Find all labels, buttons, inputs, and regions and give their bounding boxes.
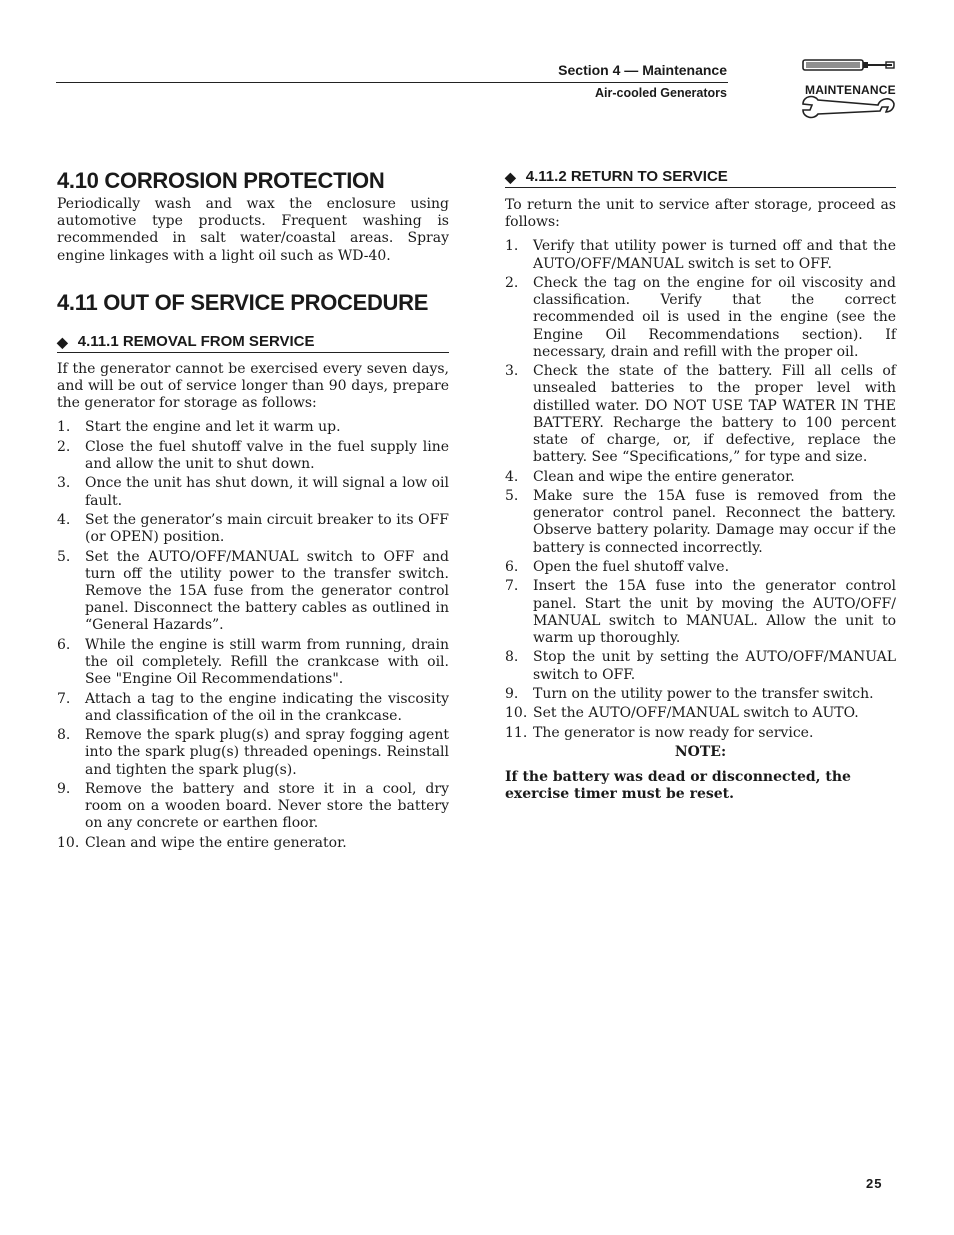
header-rule — [56, 82, 728, 83]
note-body: If the battery was dead or disconnected, the exercise timer must be reset. — [505, 769, 851, 803]
list-item: 1. Verify that utility power is turned off and that the AUTO/OFF/MANUAL switch is set to OFF. — [505, 238, 896, 272]
section-4-11-title: 4.11 OUT OF SERVICE PROCEDURE — [57, 289, 429, 315]
section-4-11-1-title: 4.11.1 REMOVAL FROM SERVICE — [77, 332, 315, 350]
page-number: 25 — [866, 1176, 883, 1191]
list-item: 7. Insert the 15A fuse into the generator control panel. Start the unit by moving the AUTO/OFF/ MANUAL switch to MANUAL. Allow the unit to warm up thoroughly. — [505, 578, 896, 646]
list-item: 8. Remove the spark plug(s) and spray fogging agent into the spark plug(s) threaded openings. Reinstall and tighten the spark plug(s). — [57, 727, 449, 778]
list-item: 3. Once the unit has shut down, it will signal a low oil fault. — [57, 475, 449, 509]
section-4-11-2-heading — [505, 168, 896, 188]
diamond-bullet-icon: ◆ — [505, 169, 516, 185]
list-item: 4. Clean and wipe the entire generator. — [505, 468, 795, 485]
section-4-11-2-title: 4.11.2 RETURN TO SERVICE — [525, 168, 728, 185]
return-steps-list — [505, 238, 896, 742]
removal-steps-list — [57, 419, 449, 852]
corrosion-protection-body: Periodically wash and wax the enclosure using automotive type products. Frequent washing is recommended in salt water/coastal areas. Spray engine linkages with a light oil such as WD-40. — [57, 196, 449, 264]
list-item: 6. Open the fuel shutoff valve. — [505, 559, 730, 575]
header-section-title: Section 4 — Maintenance — [558, 62, 727, 78]
screwdriver-icon — [803, 60, 894, 70]
list-item: 9. Remove the battery and store it in a cool, dry room on a wooden board. Never store the battery on any concrete or earthen floor. — [57, 780, 449, 832]
removal-intro: If the generator cannot be exercised every seven days, and will be out of service longer than 90 days, prepare the generator for storage as follows: — [57, 360, 449, 412]
list-item: 9. Turn on the utility power to the transfer switch. — [505, 685, 874, 702]
left-column — [57, 168, 449, 854]
right-column — [505, 168, 896, 804]
list-item: 6. While the engine is still warm from running, drain the oil completely. Refill the crankcase with oil. See "Engine Oil Recommendations". — [57, 636, 449, 688]
list-item: 2. Close the fuel shutoff valve in the fuel supply line and allow the unit to shut down. — [57, 438, 449, 473]
list-item: 5. Make sure the 15A fuse is removed from the generator control panel. Reconnect the battery. Observe battery polarity. Damage may occur if the battery is connected incorrectly. — [505, 488, 896, 556]
header-subtitle: Air-cooled Generators — [595, 86, 727, 100]
section-4-10-title: 4.10 CORROSION PROTECTION — [57, 168, 385, 193]
list-item: 1. Start the engine and let it warm up. — [57, 419, 341, 436]
list-item: 10. Set the AUTO/OFF/MANUAL switch to AUTO. — [505, 705, 859, 722]
list-item: 5. Set the AUTO/OFF/MANUAL switch to OFF and turn off the utility power to the transfer switch. Remove the 15A fuse from the generator control panel. Disconnect the battery cables as outlined in “General Hazards”. — [57, 548, 449, 634]
list-item: 7. Attach a tag to the engine indicating the viscosity and classification of the oil in the crankcase. — [57, 690, 449, 724]
note-label: NOTE: — [674, 744, 727, 761]
diamond-bullet-icon: ◆ — [57, 333, 68, 350]
list-item: 8. Stop the unit by setting the AUTO/OFF/MANUAL switch to OFF. — [505, 649, 896, 683]
section-4-11-1-heading — [57, 333, 449, 353]
list-item: 4. Set the generator’s main circuit breaker to its OFF (or OPEN) position. — [57, 512, 449, 546]
list-item: 11. The generator is now ready for service. — [505, 724, 814, 741]
return-intro: To return the unit to service after storage, proceed as follows: — [505, 197, 896, 231]
wrench-icon — [803, 97, 894, 118]
list-item: 10. Clean and wipe the entire generator. — [57, 834, 347, 851]
list-item: 2. Check the tag on the engine for oil viscosity and classification. Verify that the correct recommended oil is used in the engine (see the Engine Oil Recommendations section). If necessary, drain and refill with the proper oil. — [505, 275, 896, 360]
maintenance-logo-label: MAINTENANCE — [805, 83, 896, 97]
list-item: 3. Check the state of the battery. Fill all cells of unsealed batteries to the proper level with distilled water. DO NOT USE TAP WATER IN THE BATTERY. Recharge the battery to 100 percent state of charge, or, if defective, replace the battery. See “Specifications,” for type and size. — [505, 363, 896, 466]
